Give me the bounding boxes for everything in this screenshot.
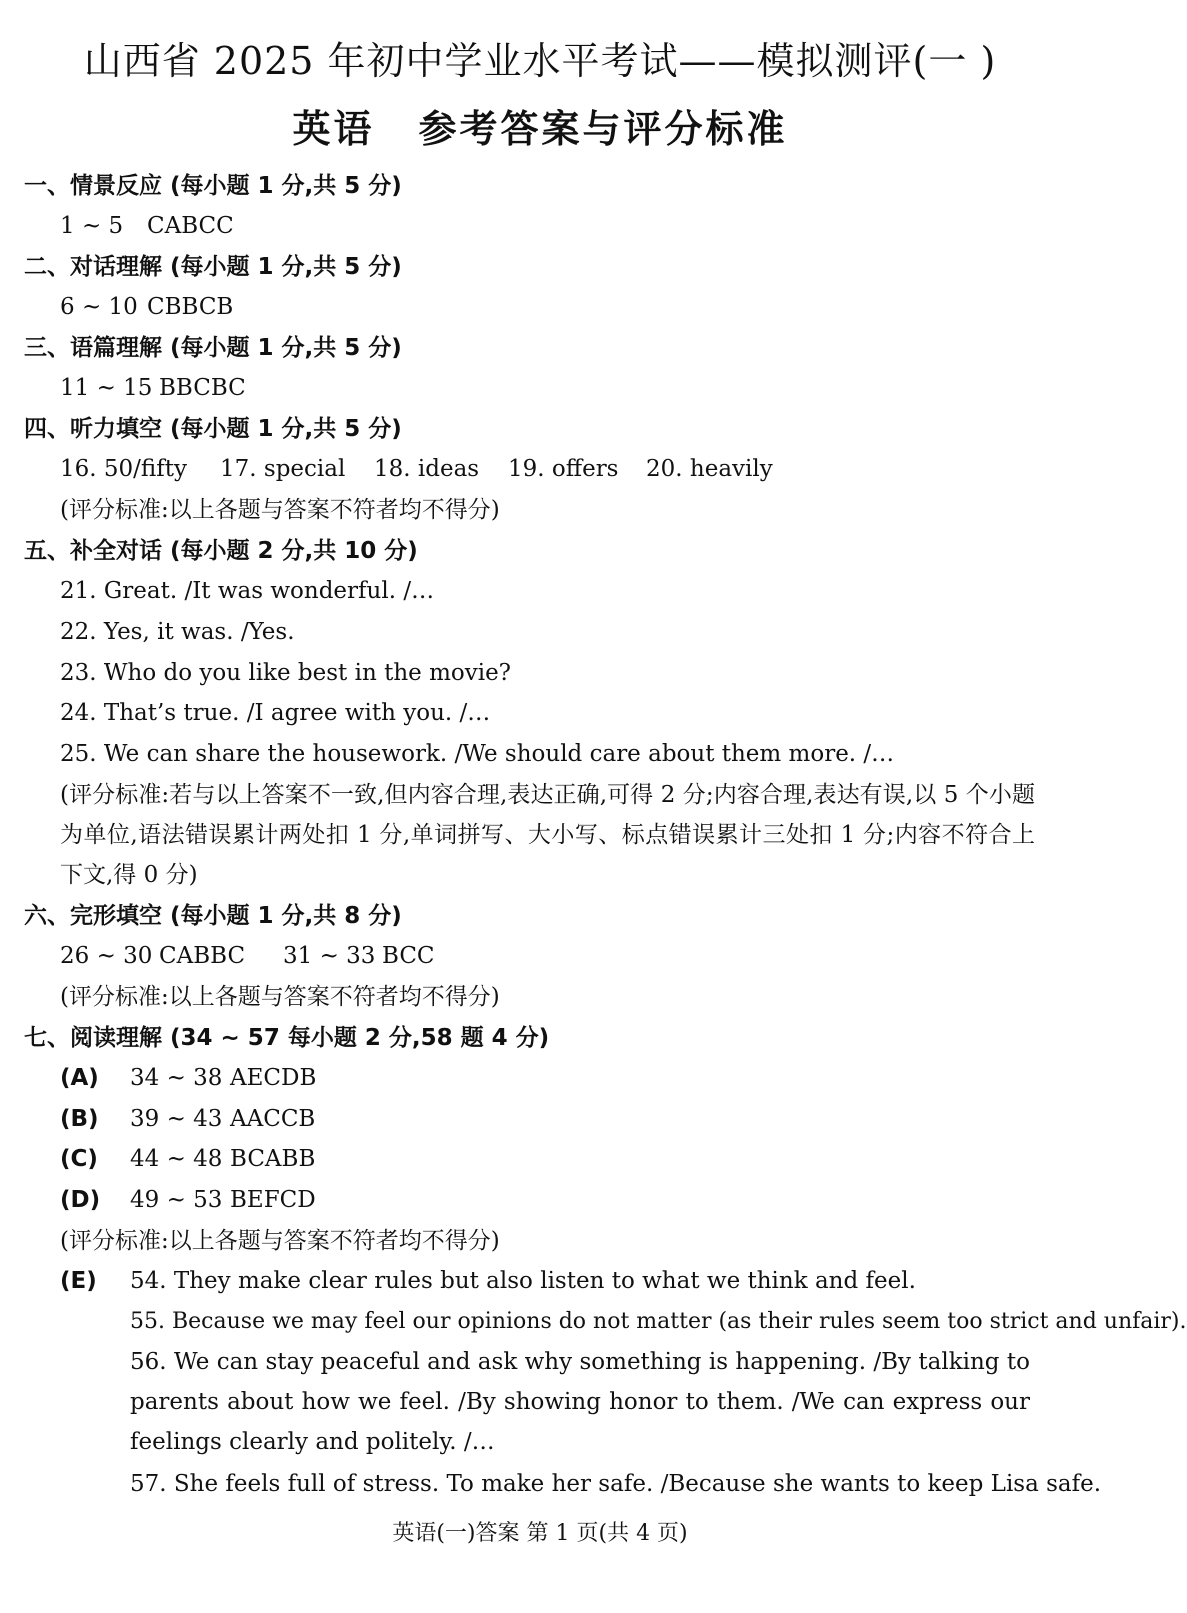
section-heading-4: 四、听力填空 (每小题 1 分,共 5 分) xyxy=(24,416,402,442)
answer-range: 1 ~ 5 xyxy=(60,213,124,239)
part-label: (B) xyxy=(60,1106,99,1132)
answer-range: 26 ~ 30 xyxy=(60,943,153,969)
answer-range: 11 ~ 15 xyxy=(60,375,153,401)
part-label: (D) xyxy=(60,1187,101,1213)
listening-item: 19. offers xyxy=(508,456,619,482)
page-title: 山西省 2025 年初中学业水平考试——模拟测评(一 ) xyxy=(83,39,997,83)
section-heading-6: 六、完形填空 (每小题 1 分,共 8 分) xyxy=(24,903,402,929)
reading-e-answer: 56. We can stay peaceful and ask why something is happening. /By talking to parents about how we feel. /By showing honor to them. /We can express our feelings clearly and politely. /… xyxy=(130,1349,1030,1455)
scoring-note: (评分标准:若与以上答案不一致,但内容合理,表达正确,可得 2 分;内容合理,表达有误,以 5 个小题为单位,语法错误累计两处扣 1 分,单词拼写、大小写、标点错误累计三处扣 1 分;内容不符合上下文,得 0 分) xyxy=(60,782,1035,888)
reading-e-answer: 54. They make clear rules but also listen to what we think and feel. xyxy=(130,1268,916,1294)
dialogue-answer: 22. Yes, it was. /Yes. xyxy=(60,619,295,645)
answer-range: 44 ~ 48 xyxy=(130,1146,223,1172)
reading-part-e-label xyxy=(60,1265,130,1297)
part-label: (A) xyxy=(60,1065,99,1091)
section-heading-3: 三、语篇理解 (每小题 1 分,共 5 分) xyxy=(24,335,402,361)
section-heading-7: 七、阅读理解 (34 ~ 57 每小题 2 分,58 题 4 分) xyxy=(24,1025,550,1051)
section-answers-3 xyxy=(60,372,246,404)
listening-item: 18. ideas xyxy=(374,456,480,482)
dialogue-answer: 24. That’s true. /I agree with you. /… xyxy=(60,700,491,726)
section-heading-1: 一、情景反应 (每小题 1 分,共 5 分) xyxy=(24,173,402,199)
answer-letters: CABBC xyxy=(159,943,246,969)
answer-letters: BCC xyxy=(382,943,435,969)
answer-range: 49 ~ 53 xyxy=(130,1187,223,1213)
answer-letters: BCABB xyxy=(230,1146,316,1172)
subtitle-label: 参考答案与评分标准 xyxy=(418,107,788,151)
listening-item: 16. 50/fifty xyxy=(60,456,187,482)
answer-letters: AECDB xyxy=(230,1065,317,1091)
section-answers-1 xyxy=(60,210,234,242)
listening-item: 20. heavily xyxy=(646,456,773,482)
reading-e-answer: 55. Because we may feel our opinions do not matter (as their rules seem too strict and unfair). xyxy=(130,1309,1187,1334)
reading-part-d xyxy=(60,1184,316,1216)
answer-letters: CBBCB xyxy=(147,294,234,320)
section-heading-5: 五、补全对话 (每小题 2 分,共 10 分) xyxy=(24,538,418,564)
reading-part-b xyxy=(60,1103,315,1135)
reading-e-answer: 57. She feels full of stress. To make her safe. /Because she wants to keep Lisa safe. xyxy=(130,1471,1102,1497)
dialogue-answer: 23. Who do you like best in the movie? xyxy=(60,660,512,686)
cloze-answers xyxy=(60,940,435,972)
subject-label: 英语 xyxy=(292,107,375,151)
scoring-note: (评分标准:以上各题与答案不符者均不得分) xyxy=(60,984,500,1010)
listening-answers xyxy=(60,453,773,485)
answer-letters: BBCBC xyxy=(159,375,246,401)
page-subtitle xyxy=(0,98,1080,153)
scoring-note: (评分标准:以上各题与答案不符者均不得分) xyxy=(60,497,500,523)
answer-letters: BEFCD xyxy=(230,1187,316,1213)
dialogue-answer: 21. Great. /It was wonderful. /… xyxy=(60,578,435,604)
reading-part-c xyxy=(60,1143,315,1175)
section-heading-2: 二、对话理解 (每小题 1 分,共 5 分) xyxy=(24,254,402,280)
answer-range: 6 ~ 10 xyxy=(60,294,138,320)
answer-letters: CABCC xyxy=(147,213,234,239)
section-answers-2 xyxy=(60,291,233,323)
listening-item: 17. special xyxy=(220,456,346,482)
part-label: (C) xyxy=(60,1146,98,1172)
part-label: (E) xyxy=(60,1268,97,1294)
dialogue-answer: 25. We can share the housework. /We should care about them more. /… xyxy=(60,741,895,767)
answer-range: 34 ~ 38 xyxy=(130,1065,223,1091)
answer-range: 39 ~ 43 xyxy=(130,1106,223,1132)
reading-part-a xyxy=(60,1062,316,1094)
scoring-note: (评分标准:以上各题与答案不符者均不得分) xyxy=(60,1228,500,1254)
answer-letters: AACCB xyxy=(230,1106,316,1132)
page-footer: 英语(一)答案 第 1 页(共 4 页) xyxy=(392,1521,688,1546)
answer-range: 31 ~ 33 xyxy=(283,943,376,969)
